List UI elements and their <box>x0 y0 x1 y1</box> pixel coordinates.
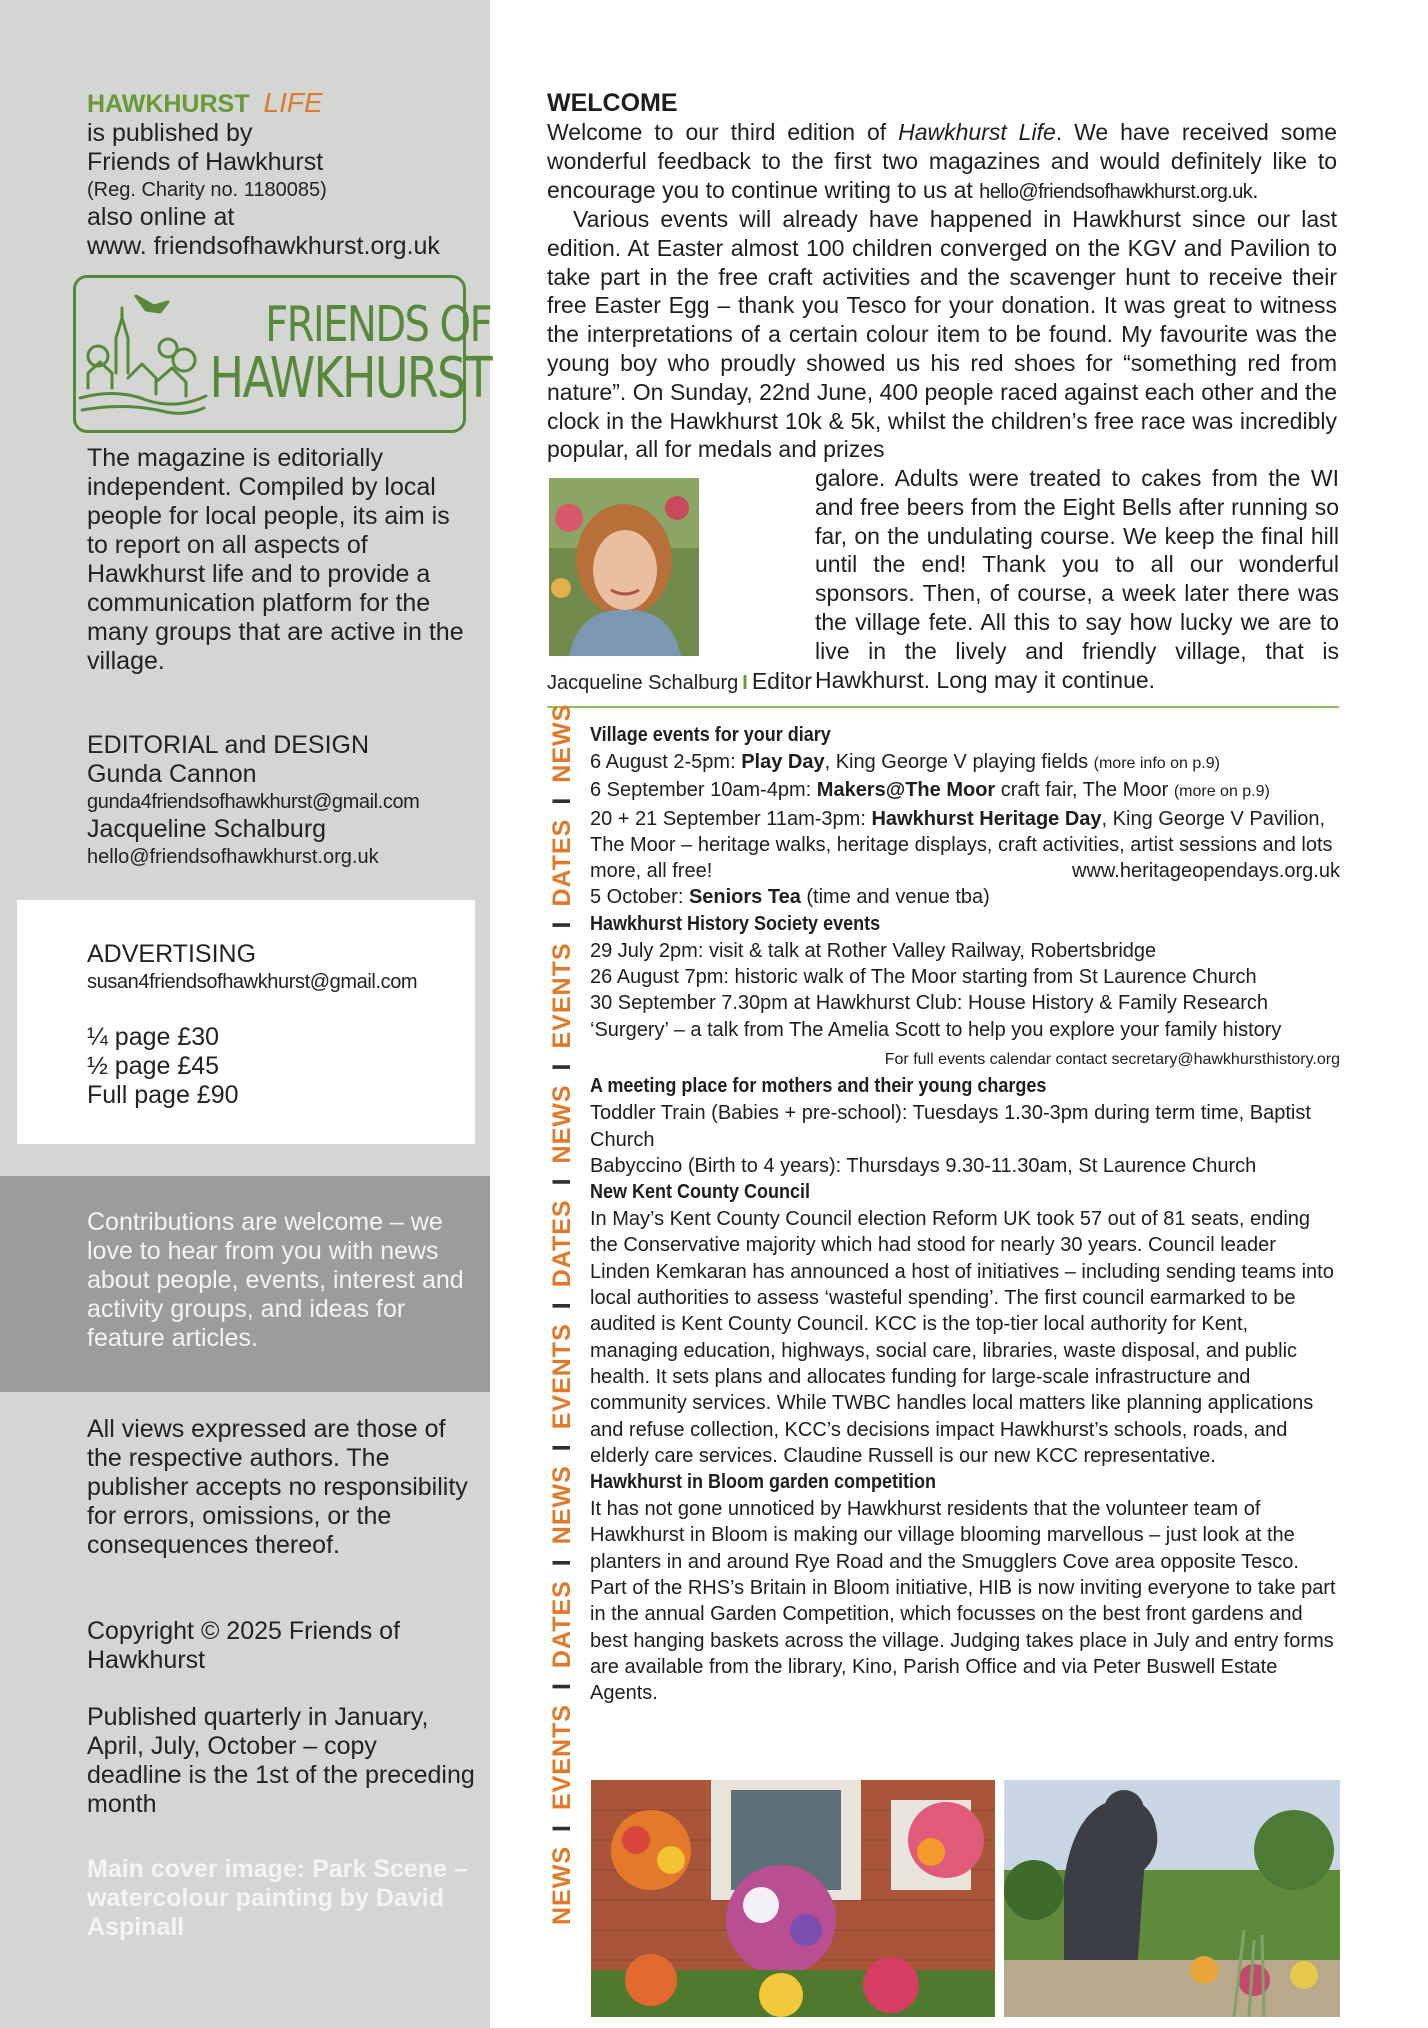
sculpture-garden-photo <box>1004 1780 1340 2017</box>
event-date: 20 + 21 September 11am-3pm: <box>590 807 872 830</box>
vl-word: DATES <box>548 818 576 907</box>
event-date: 6 September 10am-4pm: <box>590 779 817 802</box>
event-detail: (time and venue tba) <box>800 886 990 909</box>
vertical-section-label <box>545 703 579 1925</box>
news-column <box>590 722 1340 1707</box>
event-heritage-day <box>590 806 1340 885</box>
vl-word: NEWS <box>548 1846 576 1925</box>
masthead-info <box>87 88 477 261</box>
event-play-day <box>590 749 1340 777</box>
section-divider <box>547 706 1339 708</box>
heritage-link[interactable]: www.heritageopendays.org.uk <box>1072 860 1340 883</box>
event-name: Play Day <box>741 751 825 773</box>
bloom-heading: Hawkhurst in Bloom garden competition <box>590 1471 937 1494</box>
vl-word: DATES <box>548 1580 576 1669</box>
advertising-heading: ADVERTISING <box>87 940 257 968</box>
caption-separator: I <box>742 672 748 694</box>
bloom-paragraph: It has not gone unnoticed by Hawkhurst residents that the volunteer team of Hawkhurst in Bloom is making our village blooming marvellous – just look at the planters in and around Rye Road and the Smugglers Cove area opposite Tesco. Part of the RHS’s Britain in Bloom initiative, HIB is now inviting everyone to take part in the annual Garden Competition, which focusses on the best front gardens and best hanging baskets across the village. Judging takes place in July and entry forms are available from the library, Kino, Parish Office and via Peter Buswell Estate Agents. <box>590 1498 1336 1705</box>
welcome-p1-em: Hawkhurst Life <box>898 119 1056 145</box>
logo-line-2: HAWKHURST <box>209 346 491 411</box>
editor1-email[interactable]: gunda4friendsofhawkhurst@gmail.com <box>87 791 420 813</box>
website-link[interactable]: www. friendsofhawkhurst.org.uk <box>87 232 440 260</box>
vl-sep: I <box>548 1062 576 1071</box>
vl-sep: I <box>548 796 576 805</box>
vl-word: EVENTS <box>548 1323 576 1430</box>
welcome-p1-b: . We have received some wonderful feedback to the first two magazines and would definitely like to encourage you to continue writing to us at <box>547 119 1337 203</box>
history-event-3 <box>590 990 1340 1073</box>
editorial-note: The magazine is editorially independent. Compiled by local people for local people, its aim is to report on all aspects of Hawkhurst life and to provide a communication platform for the many groups that are active in the village. <box>87 444 464 675</box>
history-society-heading: Hawkhurst History Society events <box>590 912 881 935</box>
event-seniors-tea <box>590 884 1340 910</box>
vl-sep: I <box>548 1301 576 1310</box>
cover-image-credit: Main cover image: Park Scene – watercolour painting by David Aspinall <box>87 1855 468 1941</box>
event-note: (more info on p.9) <box>1093 755 1220 772</box>
bloom-photos <box>591 1780 1340 2017</box>
editor2-email[interactable]: hello@friendsofhawkhurst.org.uk <box>87 846 379 868</box>
welcome-p1-a: Welcome to our third edition of <box>547 119 899 145</box>
advertising-email[interactable]: susan4friendsofhawkhurst@gmail.com <box>87 971 418 993</box>
vl-word: NEWS <box>548 1465 576 1545</box>
published-by: is published by <box>87 119 253 147</box>
editor-photo <box>549 478 699 656</box>
event-name: Hawkhurst Heritage Day <box>871 807 1102 830</box>
friends-of-hawkhurst-logo <box>73 275 491 433</box>
charity-number: (Reg. Charity no. 1180085) <box>87 179 327 201</box>
diary-heading: Village events for your diary <box>590 724 831 746</box>
advertising-info <box>87 940 477 1110</box>
welcome-email[interactable]: hello@friendsofhawkhurst.org.uk <box>979 180 1253 203</box>
logo-line-1: FRIENDS OF <box>265 296 491 353</box>
event-date: 5 October: <box>590 886 689 909</box>
masthead-brand <box>87 88 477 119</box>
rate-quarter-page: ¼ page £30 <box>87 1023 220 1051</box>
sidebar <box>0 0 490 2028</box>
vl-word: NEWS <box>548 703 576 783</box>
copyright: Copyright © 2025 Friends of Hawkhurst <box>87 1617 401 1674</box>
vl-sep: I <box>548 1558 576 1567</box>
event-makers <box>590 777 1340 805</box>
vl-sep: I <box>548 1443 576 1452</box>
history-event-1: 29 July 2pm: visit & talk at Rother Valley Railway, Robertsbridge <box>590 939 1157 962</box>
editorial-contacts <box>87 731 477 870</box>
vl-word: NEWS <box>548 1084 576 1164</box>
event-note: (more on p.9) <box>1173 783 1270 801</box>
welcome-paragraph-2-wrap: galore. Adults were treated to cakes from the WI and free beers from the Eight Bells after running so far, on the undulating course. We keep the final hill until the end! Thank you to all our wonderful sponsors. Then, of course, a week later there was the village fete. All this to say how lucky we are to live in the lively and friendly village, that is Hawkhurst. Long may it continue. <box>815 465 1339 693</box>
vl-sep: I <box>548 1682 576 1691</box>
toddler-train: Toddler Train (Babies + pre-school): Tuesdays 1.30-3pm during term time, Baptist Church <box>590 1102 1311 1151</box>
editor2-name: Jacqueline Schalburg <box>87 815 327 843</box>
kcc-paragraph: In May’s Kent County Council election Reform UK took 57 out of 81 seats, ending the Conservative majority which had stood for nearly 30 years. Council leader Linden Kemkaran has announced a host of initiatives – including sending teams into local authorities to assess ‘wasteful spending’. The first council earmarked to be audited is Kent County Council. KCC is the top-tier local authority for Kent, managing education, highways, social care, libraries, waste disposal, and public health. It sets plans and allocates funding for large-scale infrastructure and community services. While TWBC handles local matters like planning applications and refuse collection, KCC’s decisions impact Hawkhurst’s schools, roads, and elderly care services. Claudine Russell is our new KCC representative. <box>590 1208 1334 1467</box>
babyccino: Babyccino (Birth to 4 years): Thursdays 9.30-11.30am, St Laurence Church <box>590 1154 1257 1177</box>
welcome-p1-c: . <box>1252 176 1259 203</box>
caption-name: Jacqueline Schalburg <box>547 672 739 694</box>
kcc-heading: New Kent County Council <box>590 1181 811 1204</box>
event-name: Makers@The Moor <box>816 779 996 802</box>
caption-role: Editor <box>751 668 812 694</box>
history-event-3-text: 30 September 7.30pm at Hawkhurst Club: House History & Family Research ‘Surgery’ – a talk from The Amelia Scott to help you explore your family history <box>590 992 1282 1041</box>
editor1-name: Gunda Cannon <box>87 760 257 788</box>
vl-word: DATES <box>548 1199 576 1288</box>
brand-life: LIFE <box>263 87 323 118</box>
vl-sep: I <box>548 920 576 929</box>
event-detail: craft fair, The Moor <box>995 779 1174 802</box>
event-detail: , King George V playing fields <box>824 751 1094 773</box>
photo-caption <box>547 668 812 695</box>
logo-wordmark <box>203 296 491 411</box>
history-event-2: 26 August 7pm: historic walk of The Moor starting from St Laurence Church <box>590 966 1257 989</box>
editorial-heading: EDITORIAL and DESIGN <box>87 731 370 759</box>
rate-full-page: Full page £90 <box>87 1081 239 1109</box>
views-disclaimer: All views expressed are those of the respective authors. The publisher accepts no responsibility for errors, omissions, or the consequences thereof. <box>87 1415 468 1559</box>
publisher-name: Friends of Hawkhurst <box>87 148 324 176</box>
mothers-heading: A meeting place for mothers and their young charges <box>590 1075 1047 1098</box>
vl-word: EVENTS <box>548 1704 576 1811</box>
online-label: also online at <box>87 203 235 231</box>
hanging-baskets-photo <box>591 1780 995 2017</box>
event-date: 6 August 2-5pm: <box>590 751 742 773</box>
history-contact-note[interactable]: For full events calendar contact secretary@hawkhursthistory.org <box>884 1050 1340 1068</box>
rate-half-page: ½ page £45 <box>87 1052 220 1080</box>
event-detail: , King George V Pavilion, The Moor – heritage walks, heritage displays, craft activities, artist sessions and lots more, all free! <box>590 807 1333 883</box>
vl-sep: I <box>548 1824 576 1832</box>
vl-word: EVENTS <box>548 942 576 1049</box>
brand-name: HAWKHURST <box>87 90 250 118</box>
event-name: Seniors Tea <box>688 886 801 909</box>
welcome-paragraph-1 <box>547 118 1337 206</box>
welcome-heading: WELCOME <box>547 89 678 117</box>
contributions-text: Contributions are welcome – we love to hear from you with news about people, events, interest and activity groups, and ideas for feature articles. <box>87 1208 464 1352</box>
publication-schedule: Published quarterly in January, April, July, October – copy deadline is the 1st of the preceding month <box>87 1703 475 1818</box>
vl-sep: I <box>548 1177 576 1186</box>
welcome-paragraph-2: Various events will already have happened in Hawkhurst since our last edition. At Easter almost 100 children converged on the KGV and Pavilion to take part in the free craft activities and the scavenger hunt to receive their free Easter Egg – thank you Tesco for your donation. It was great to witness the interpretations of a certain colour item to be found. My favourite was the young boy who proudly showed us his red shoes for “something red from nature”. On Sunday, 22nd June, 400 people raced against each other and the clock in the Hawkhurst 10k & 5k, whilst the children’s free race was incredibly popular, all for medals and prizes <box>547 206 1337 463</box>
